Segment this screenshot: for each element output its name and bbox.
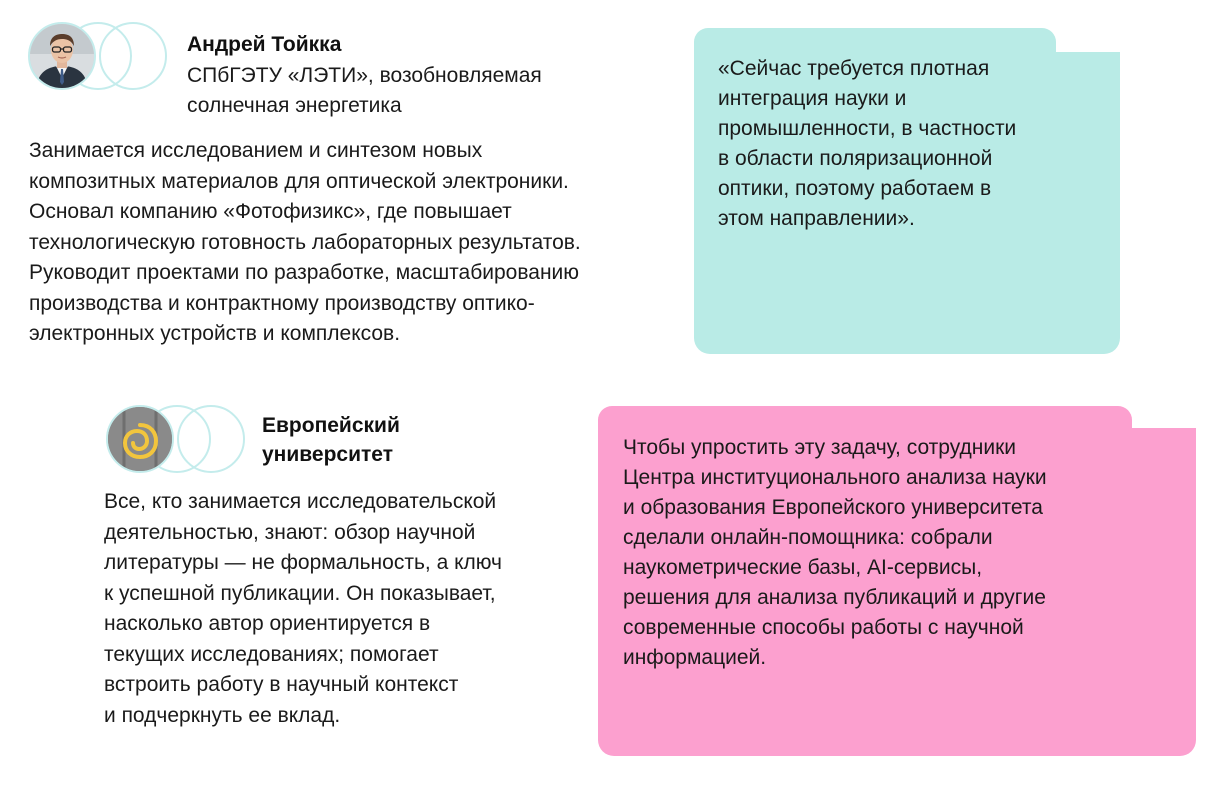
organization-quote-card [598,406,1196,756]
decor-ring-icon [177,405,245,473]
person-bio: Занимается исследованием и синтезом новых композитных материалов для оптической электроники. Основал компанию «Фотофизикс», где повышает технологическую готовность лабораторных результатов. Руководит проектами по разработке, масштабированию производства и контрактному производству оптико- электронных устройств и комплексов. [29,139,581,345]
university-logo-icon [106,405,174,473]
person-affiliation: СПбГЭТУ «ЛЭТИ», возобновляемая солнечная энергетика [187,64,542,117]
person-photo-icon [28,22,96,90]
organization-quote: Чтобы упростить эту задачу, сотрудники Центра институционального анализа науки и образования Европейского университета сделали онлайн-помощника: собрали наукометрические базы, AI-сервисы, решения для анализа публикаций и другие современные способы работы с научной информацией. [623,436,1047,669]
person-name: Андрей Тойкка [187,33,342,56]
organization-name: Европейский университет [262,414,400,466]
person-quote-card [694,28,1120,354]
person-quote: «Сейчас требуется плотная интеграция науки и промышленности, в частности в области поляризационной оптики, поэтому работаем в этом направлении». [718,57,1017,230]
decor-ring-icon [99,22,167,90]
organization-bio: Все, кто занимается исследовательской деятельностью, знают: обзор научной литературы — не формальность, а ключ к успешной публикации. Он показывает, насколько автор ориентируется в текущих исследованиях; помогает встроить работу в научный контекст и подчеркнуть ее вклад. [104,490,502,727]
